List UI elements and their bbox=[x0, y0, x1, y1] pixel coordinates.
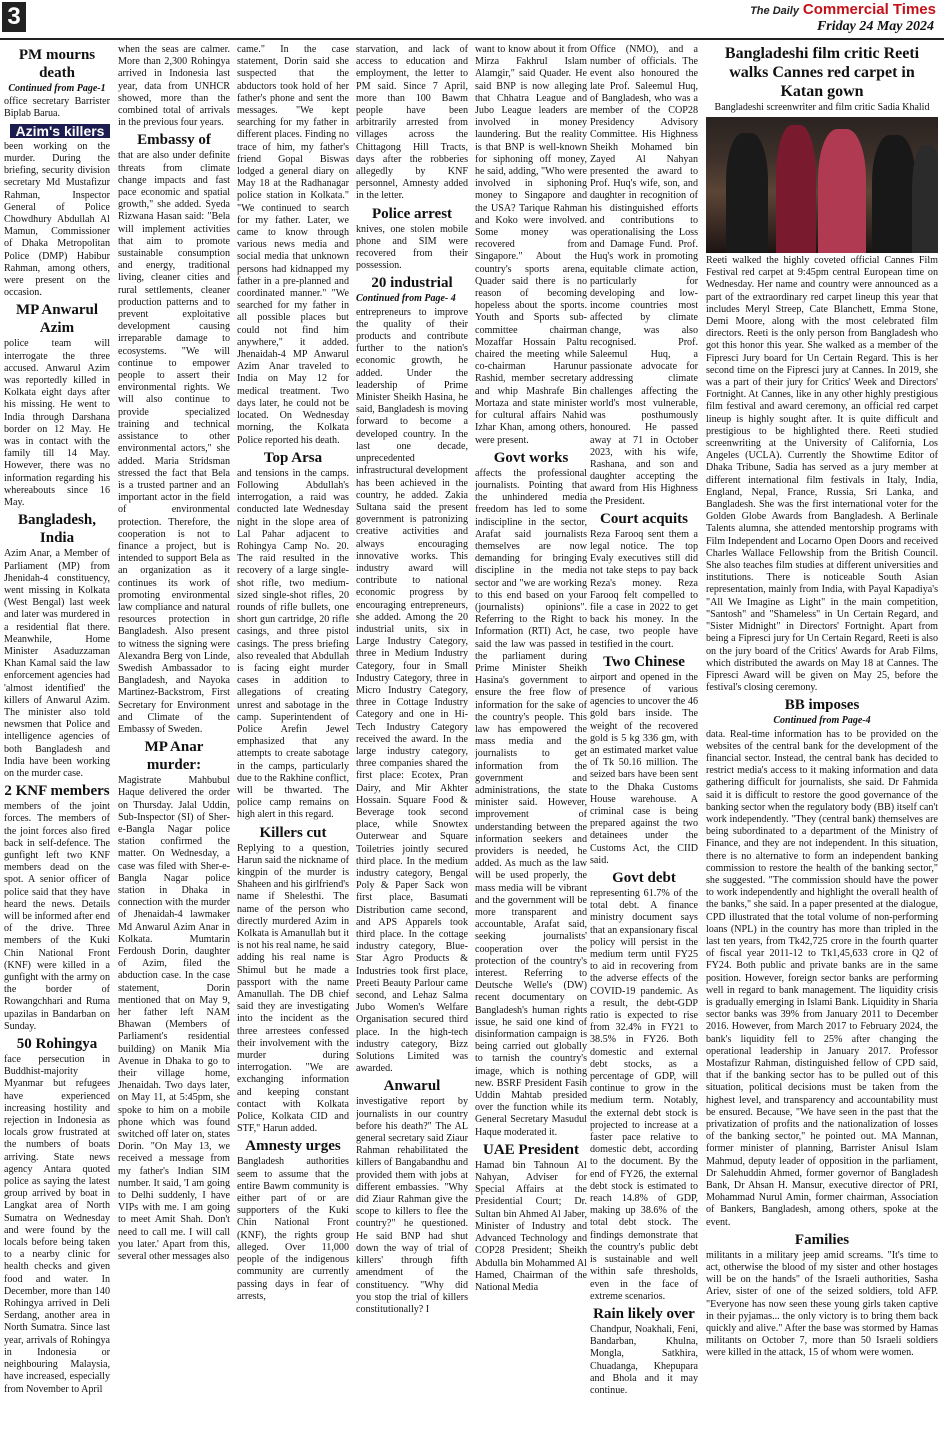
page-number: 3 bbox=[2, 2, 26, 32]
figure-silhouette bbox=[818, 129, 866, 253]
article-text: when the seas are calmer. More than 2,300 Rohingya arrived in Indonesia last year, data from UNHCR showed, more than the combined total of arrivals in the previous four years. bbox=[118, 44, 230, 129]
article-text: want to know about it from Mirza Fakhrul Islam Alamgir," said Quader. He said BNP is now alleging that Chhatra League and Jubo League leaders are involved in money laundering. But the reality is that BNP is well-known for siphoning off money, he said, adding, "Who were involved in siphoning money to Singapore and the USA? Tarique Rahman and Koko were involved. Some money was recovered from Singapore." About the country's sports arena, Quader said there is no reason of becoming hopeless about the sports. Youth and Sports sub-committee chairman Mozaffar Hossain Paltu chaired the meeting while co-chairman Harunur Rashid, member secretary and whip Mashrafe Bin Mortaza and state minister for cultural affairs Nahid Izhar Khan, among others, were present. bbox=[475, 44, 587, 446]
headline-bangladesh-india: Bangladesh, India bbox=[18, 512, 96, 547]
article-text: members of the joint forces. The members of the joint forces also fired back in self-defence. The gunfight left two KNF members dead on the spot. A senior officer of police said that they have heard the news. Details will be informed after end of the drive. Three members of the Kuki Chin National Front (KNF) were killed in a gunfight with the army on the border of Rowangchhari and Ruma upazilas in Bandarban on Sunday. bbox=[4, 801, 110, 1032]
article-text: Chandpur, Noakhali, Feni, Bandarban, Khulna, Mongla, Satkhira, Chuadanga, Khepupara and Bhola and it may continue. bbox=[590, 1323, 698, 1396]
article-text: Bangladesh authorities seem to assume that the entire Bawm community is either part of or are supporters of the Kuki Chin National Front (KNF), the rights group alleged. Over 11,000 people of the indigenous community are currently passing days in fear of arrests, bbox=[237, 1156, 349, 1302]
headline-mp-anwarul: MP Anwarul Azim bbox=[15, 302, 99, 337]
article-text: Reeti walked the highly coveted official Cannes Film Festival red carpet at 9:45pm central European time on Wednesday. Her name and country were announced as a part of the extraordinary red carpet lineup this year that includes Meryl Streep, Cate Blanchett, Emma Stone, Demi Moore, along with the most celebrated film directors. Reeti is the only person from Bangladesh who got this honor this year. She walked as a member of the Fipresci Jury board for Un Certain Regard. This is her second time on the Fipresci jury at Cannes. In 2019, she was a part of their jury for Critics' Week and Directors' Fortnight. At Cannes, like in any other highly prestigious film festival and award ceremony, an official red carpet lineup is highly sought after. It is quite difficult and prestigious to be highlighted there. Reeti studied screenwriting at the University of California, Los Angeles (UCLA). Currently the Showtime Editor of Dhaka Tribune, Sadia has served as a jury member at different international film festivals in Italy, India, England, Nepal, France, Russia, Sri Lanka, and Bangladesh. She was the first international voter for the Golden Globe Awards from Bangladesh. A Berlinale Talents alumna, she attended mentorship programs with Film Independent and Locarno Open Doors and received Charles Wallace Fellowship from the British Council. She also teaches film studies at different universities and institutions. There is noticeable South Asian representation, mainly from India, with Payal Kapadiya's "All We Imagine as Light" in the main competition, "Santosh" and "Shameless" in Un Certain Regard, and "Sister Midnight" in Directors' Fortnight. Apart from being a Fipresci jury for Un Certain Regard, Reeti is also on the jury board of the Critics' Awards for Arab Films, which distributed the awards on May 18 at Cannes. The Fipresci Award will be given on May 25, before the festival's closing ceremony. bbox=[706, 255, 938, 694]
column-2 bbox=[118, 44, 230, 1432]
article-text: militants in a military jeep amid screams. "It's time to act, otherwise the blood of my sister and other hostages will be on the hands" of the Israeli authorities, Sasha Ariev, sister of one of the seized soldiers, told AFP. "Everyone has now seen these young girls taken captive in their pyjamas... the only victory is to bring them back quickly and alive." After the base was stormed by Hamas militants on October 7, more than 50 Israeli soldiers were killed in the attack, 15 of whom were women. bbox=[706, 1249, 938, 1359]
headline-film-critic: Bangladeshi film critic Reeti walks Cannes red carpet in Katan gown bbox=[724, 45, 920, 100]
article-text: Reza Farooq sent them a legal notice. The top Evaly executives still did not take steps to pay back Reza's money. Reza Farooq felt compelled to file a case in 2022 to get back his money. In the case, two people have testified in the court. bbox=[590, 528, 698, 650]
headline-pm-mourns: PM mourns death bbox=[18, 47, 96, 81]
article-text: Magistrate Mahbubul Haque delivered the order on Thursday. Jalal Uddin, Sub-Inspector (SI) of Sher-e-Bangla Nagar police station confirmed the matter. On Wednesday, a case was filed with Sher-e-Bangla Nagar police station in Dhaka in connection with the murder of Jhenaidah-4 lawmaker Md Anwarul Azim Anar in Kolkata. Mumtarin Ferdoush Dorin, daughter of Azim, filed the abduction case. In the case statement, Dorin mentioned that on May 9, her father left NAM Bhawan (Members of Parliament's residential building) on Manik Mia Avenue in Dhaka to go to their village home, Jhenaidah. Two days later, on May 11, at 5:45pm, she spoke to him on a mobile phone which was found switched off later on, states Dorin. "On May 13, we received a message from my father's Indian SIM number. It said, 'I am going to Delhi suddenly, I have VIPs with me. I am going to meet Amit Shah. Don't need to call me. I will call you later.' Apart from this, several other messages also bbox=[118, 775, 230, 1263]
figure-silhouette bbox=[726, 133, 768, 253]
column-1 bbox=[4, 44, 110, 1432]
article-text: investigative report by journalists in our country before his death?" The AL general secretary said Ziaur Rahman rehabilitated the killers of Bangabandhu and provided them with jobs at different embassies. "Why did Ziaur Rahman give the scope to killers to flee the country?" he questioned. He said BNP had shut down the way of trial of killers' through fifth amendment of the constituency. "Why did you stop the trial of killers constitutionally? I bbox=[356, 1096, 468, 1315]
column-3 bbox=[237, 44, 349, 1432]
headline-govt-debt: Govt debt bbox=[612, 870, 676, 886]
publication-prefix: The Daily bbox=[750, 5, 799, 17]
figure-silhouette bbox=[776, 125, 816, 253]
publication-title: Commercial Times bbox=[802, 1, 936, 18]
article-text: that are also under definite threats from climate change impacts and fast pace economic and spatial growth," she added. Syeda Rizwana Hasan said: "Bela will implement activities that aim to promote sustainable consumption and energy, traditional living, cleaner cities and rural settlements, cleaner production patterns and to prevent exploitative development causing irreparable damage to ecosystems. "We will continue to empower people to assert their environmental rights. We will also continue to provide specialized training and technical assistance to other environmental actors," she added. Maria Stridsman stressed the fact that Bela is a trusted partner and an important actor in the field of environmental protection. Therefore, the cooperation is not to finance a project, but is intended to support Bela as an organization as it continues its work of promoting environmental law compliance and natural resources protection in Bangladesh. Also present to witness the signing were Alexandra Berg von Linde, Swedish Ambassador to Bangladesh, and Nayoka Martinez-Backstrom, First Secretary for Environment and Climate of the Embassy of Sweden. bbox=[118, 150, 230, 735]
article-text: office secretary Barrister Biplab Barua. bbox=[4, 96, 110, 120]
masthead bbox=[0, 0, 944, 40]
article-text: entrepreneurs to improve the quality of their products and contribute further to the nation's economic growth, he added. Under the leadership of Prime Minister Sheikh Hasina, he said, Bangladesh is moving forward to become a developed country. In the last one decade, unprecedented infrastructural development has been achieved in the country, he added. Zakia Sultana said the present government is patronizing creative activities and always encouraging innovative works. This industry award will contribute to national economic progress by encouraging entrepreneurs, she added. Among the 20 industrial units, six in Large Industry Category, three in Medium Industry Category, four in Small Industry Category, three in Micro Industry Category, three in Cottage Industry Category and one in Hi-Tech Industry Category received the award. In the large industry category, three companies shared the first place: Ecotex, Pran Dairy, and Mir Akhter Hossain. Square Food & Beverage took second place, while Snowtex Outerwear and Square Toiletries jointly secured third place. In the medium industry category, Bengal Poly & Paper Sack won first place, Basumati Distribution came second, and APS Apparels took third place. In the cottage industry category, Blue-Star Agro Products & Industries took first place, Preeti Beauty Parlour came second, and Lehaz Salma Jubo Women's Welfare Organisation secured third place. In the high-tech industry category, Bizz Solutions Limited was awarded. bbox=[356, 306, 468, 1075]
headline-bb-imposes: BB imposes bbox=[784, 697, 860, 714]
continued-note: Continued from Page-1 bbox=[8, 83, 106, 94]
article-text: starvation, and lack of access to education and employment, the letter to PM said. Since 7 April, more than 100 Bawm people have been arbitrarily arrested from villages across the Chittagong Hill Tracts, days after the robberies allegedly by KNF personnel, Amnesty added in the letter. bbox=[356, 44, 468, 202]
article-text: and tensions in the camps. Following Abdullah's interrogation, a raid was conducted late Wednesday night in the slope area of Lal Pahar adjacent to Rohingya Camp No. 20. The raid resulted in the recovery of a large single-shot rifle, two medium-sized single-shot rifles, 20 rounds of rifle bullets, one short gun cartridge, 20 rifle casings, and three pistol casings. The press briefing also revealed that Abdullah is facing eight murder cases in addition to allegations of creating unrest and sabotage in the camp. Superintendent of Police Arefin Jewel emphasized that any attempts to create sabotage in the camps, particularly due to the Rakhine conflict, will be thwarted. The police camp remains on high alert in this regard. bbox=[237, 467, 349, 821]
headline-knf-members: 2 KNF members bbox=[4, 783, 110, 800]
article-text: been working on the murder. During the briefing, security division secretary Md Mustafizur Rahman, Inspector General of Police Chowdhury Abdullah Al Mamun, Commissioner of Dhaka Metropolitan Police (DMP) Habibur Rahman, among others, were present on the occasion. bbox=[4, 140, 110, 299]
headline-rain-likely: Rain likely over bbox=[593, 1305, 695, 1322]
continued-note: Continued from Page- 4 bbox=[356, 293, 456, 305]
headline-20-industrial: 20 industrial bbox=[371, 275, 453, 292]
article-text: affects the professional journalists. Pointing that the unhindered media freedom has led to some indiscipline in the sector, Arafat said journalists themselves are now demanding for bringing discipline in the media sector and "we are working to this end based on your (journalists) opinions". Referring to the Right to Information (RTI) Act, he said the law was passed in the parliament during Prime Minister Sheikh Hasina's government to ensure the free flow of information for the sake of the country's people. This law has empowered the mass media and the journalists to get information from the government and administrations, the state minister said. However, improvement of understanding between the information seekers and providers is needed, he added. As much as the law will be used properly, the mass media will be vibrant and the government will be more transparent and accountable, Arafat said, seeking journalists' cooperation over the protection of the country's interest. Referring to Deutsche Welle's (DW) recent documentary on Bangladesh's human rights issue, he said one kind of disinformation campaign is being carried out globally to tarnish the country's image, which is nothing new. BSRF President Fasih Uddin Mahtab presided over the function while its General Secretary Masudul Haque moderated it. bbox=[475, 467, 587, 1138]
continued-note: Continued from Page-4 bbox=[773, 715, 871, 727]
headline-killers-cut: Killers cut bbox=[259, 824, 327, 841]
figure-silhouette bbox=[872, 135, 916, 253]
headline-families: Families bbox=[794, 1231, 850, 1248]
article-text: Azim Anar, a Member of Parliament (MP) from Jhenidah-4 constituency, went missing in Kolkata (West Bengal) last week and later was murdered in a residential flat there. Meanwhile, Home Minister Asaduzzaman Khan Kamal said the law enforcement agencies had 'almost identified' the killers of Anwarul Azim. The minister also told newsmen that Police and intelligence agencies of both Bangladesh and India have been working on the murder case. bbox=[4, 548, 110, 779]
headline-50-rohingya: 50 Rohingya bbox=[16, 1036, 98, 1053]
article-text: Office (NMO), and a number of officials. The event also honoured the late Prof. Saleemul Huq, of Bangladesh, who was a member of the COP28 Presidency Advisory Committee. His Highness Sheikh Mohamed bin Zayed Al Nahyan presented the award to Prof. Huq's wife, son, and daughter in recognition of his distinguished efforts and contributions to operationalising the Loss and Damage Fund. Prof. Huq's work in promoting equitable climate action, particularly for developing and low-income countries most affected by climate change, was also recognised. Prof. Saleemul Huq, a passionate advocate for addressing climate challenges affecting the world's most vulnerable, was posthumously honoured. He passed away at 71 in October 2023, with his wife, Rashana, and son and daughter accepting the award from His Highness the President. bbox=[590, 44, 698, 507]
article-text: came." In the case statement, Dorin said she suspected that the abductors took hold of her father's phone and sent the messages. "We kept searching for my father in different places. Finding no trace of him, my father's friend Gopal Biswas lodged a general diary on May 18 at the Radhanagar police station in Kolkata." "We continued to search for my father. Later, we came to know through various news media and social media that unknown persons had kidnapped my father in a pre-planned and coordinated manner." "We searched for my father in all possible places but could not find him anywhere," it added. Jhenaidah-4 MP Anwarul Azim Anar traveled to India on May 12 for medical treatment. Two days later, he could not be located. On Wednesday morning, the Kolkata Police reported his death. bbox=[237, 44, 349, 446]
headline-top-arsa: Top Arsa bbox=[263, 449, 323, 466]
article-text: representing 61.7% of the total debt. A finance ministry document says that an expansionary fiscal policy will persist in the medium term until FY25 to aid in recovering from the adverse effects of the COVID-19 pandemic. As a result, the debt-GDP ratio is expected to rise from 32.4% in FY21 to 38.5% in FY26. Both domestic and external debt stocks, as a percentage of GDP, will continue to grow in the medium term. Notably, the external debt stock is projected to increase at a faster pace relative to domestic debt, according to the document. By the end of FY26, the external debt stock is estimated to reach 14.8% of GDP, making up 38.6% of the total debt stock. The findings demonstrate that the country's public debt is sustainable and well within safe thresholds, even in the face of extreme scenarios. bbox=[590, 888, 698, 1302]
article-text: Hamad bin Tahnoun Al Nahyan, Adviser for Special Affairs at the Presidential Court; Dr. Sultan bin Ahmed Al Jaber, Minister of Industry and Advanced Technology and COP28 President; Sheikh Abdulla bin Mohammed Al Hamed, Chairman of the National Media bbox=[475, 1159, 587, 1293]
byline: Bangladeshi screenwriter and film critic Sadia Khalid bbox=[714, 102, 930, 113]
article-text: police team will interrogate the three accused. Anwarul Azim was reportedly killed in Kolkata eight days after his missing. He went to India through Darshana border on 12 May. He was in contact with the family till 14 May. However, there was no information regarding his whereabouts since 16 May. bbox=[4, 338, 110, 509]
headline-police-arrest: Police arrest bbox=[371, 205, 453, 222]
headline-embassy: Embassy of bbox=[137, 132, 211, 149]
column-5 bbox=[475, 44, 587, 1432]
publication-name bbox=[750, 1, 936, 18]
column-7 bbox=[706, 44, 938, 1432]
azims-killers-badge: Azim's killers bbox=[10, 124, 110, 138]
article-text: Replying to a question, Harun said the nickname of kingpin of the murder is Shaheen and his girlfriend's name if Shelesthi. The name of the person who directly murdered Azim in Kolkata is Amanullah but it is not his real name, he said adding his real name is Shimul but he made a passport with the name Amanullah. The DB chief said they are investigating into the incident as the three arrestees confessed their involvement with the murder during interrogation. "We are exchanging information and keeping constant contact with Kolkata Police, Kolkata CID and STF," Harun added. bbox=[237, 842, 349, 1135]
column-6 bbox=[590, 44, 698, 1432]
headline-court-acquits: Court acquits bbox=[600, 510, 688, 527]
article-text: airport and opened in the presence of various agencies to uncover the 46 gold bars inside. The weight of the recovered gold is 5 kg 336 gm, with an estimated market value of Tk 50.16 million. The seized bars have been sent to the Dhaka Customs House warehouse. A criminal case is being prepared against the two detainees under the Customs Act, the CIID said. bbox=[590, 671, 698, 866]
headline-anwarul: Anwarul bbox=[383, 1078, 441, 1095]
article-text: knives, one stolen mobile phone and SIM were recovered from their possession. bbox=[356, 223, 468, 272]
issue-date: Friday 24 May 2024 bbox=[816, 19, 934, 34]
headline-amnesty-urges: Amnesty urges bbox=[245, 1138, 341, 1155]
red-carpet-photo bbox=[706, 117, 938, 253]
figure-silhouette bbox=[912, 145, 938, 253]
article-text: data. Real-time information has to be provided on the websites of the central bank for the development of the financial sector. Instead, the central bank has decided to restrict media's access to it making information and data gathering difficult for journalists, she said. Dr Fahmida said it is difficult to restore the good governance of the banking sector when the regulatory body (BB) itself can't work independently. "They (central bank) themselves are being subordinated to a department of the Ministry of Finance, and they are not independent. In this situation, there is no alternative to form an independent banking commission to restore the health of the banking sector," she suggested. "The commission should have the power to work independently and highlight the overall health of the banks," she said. In a paper presented at the dialogue, CPD illustrated that the total volume of non-performing loans (NPL) in the country has more than tripled in the last ten years, from Tk42,725 crore in the fourth quarter of fiscal year 2011-12 to Tk1,45,633 crore in Q2 of FY24. Both public and private banks are in the same position. However, foreign sector banks are performing well in regard to bank management. The liquidity crisis is gradually emerging in Islami Bank. Liquidity in Sharia sector banks was 39% from January 2011 to December 2016. However, from March 2017 to February 2024, the bank's liquidity fell to 25% after changing the operational leadership in January 2017. Professor Mostafizur Rahman, distinguished fellow of CPD said, that if the banking sector has to be pulled out of this situation, political decisions must be taken from the highest level, and transparency and accountability must be ensured. Because, "We have seen in the past that the privatization of profits and the nationalization of losses of the banking sector," he pointed out. MA Mannan, former minister of planning, Barrister Anisul Islam Mahmud, deputy leader of opposition in the parliament, Dr Salehuddin Ahmed, former governor of Bangladesh Bank, Dr Ahsan H. Mansur, executive director of PRI, Mohammad Nurul Amin, former chairman, Association of Bankers, Bangladesh, among others, spoke at the event. bbox=[706, 728, 938, 1228]
headline-two-chinese: Two Chinese bbox=[603, 653, 685, 670]
article-text: face persecution in Buddhist-majority Myanmar but refugees have experienced increasing hostility and rejection in Indonesia as locals grow frustrated at the numbers of boats arriving. State news agency Antara quoted police as saying the latest group arrived by boat in Langkat area of North Sumatra on Wednesday and were found by the locals before being taken to a nearby clinic for health checks and given food and water. In December, more than 140 Rohingya arrived in Deli Serdang, another area in North Sumatra. Since last year, arrivals of Rohingya in Indonesia or neighbouring Malaysia, have increased, especially from November to April bbox=[4, 1054, 110, 1395]
headline-govt-works: Govt works bbox=[493, 449, 569, 466]
headline-uae-president: UAE President bbox=[483, 1141, 579, 1158]
column-4 bbox=[356, 44, 468, 1432]
headline-mp-anar-murder: MP Anar murder: bbox=[144, 739, 204, 774]
